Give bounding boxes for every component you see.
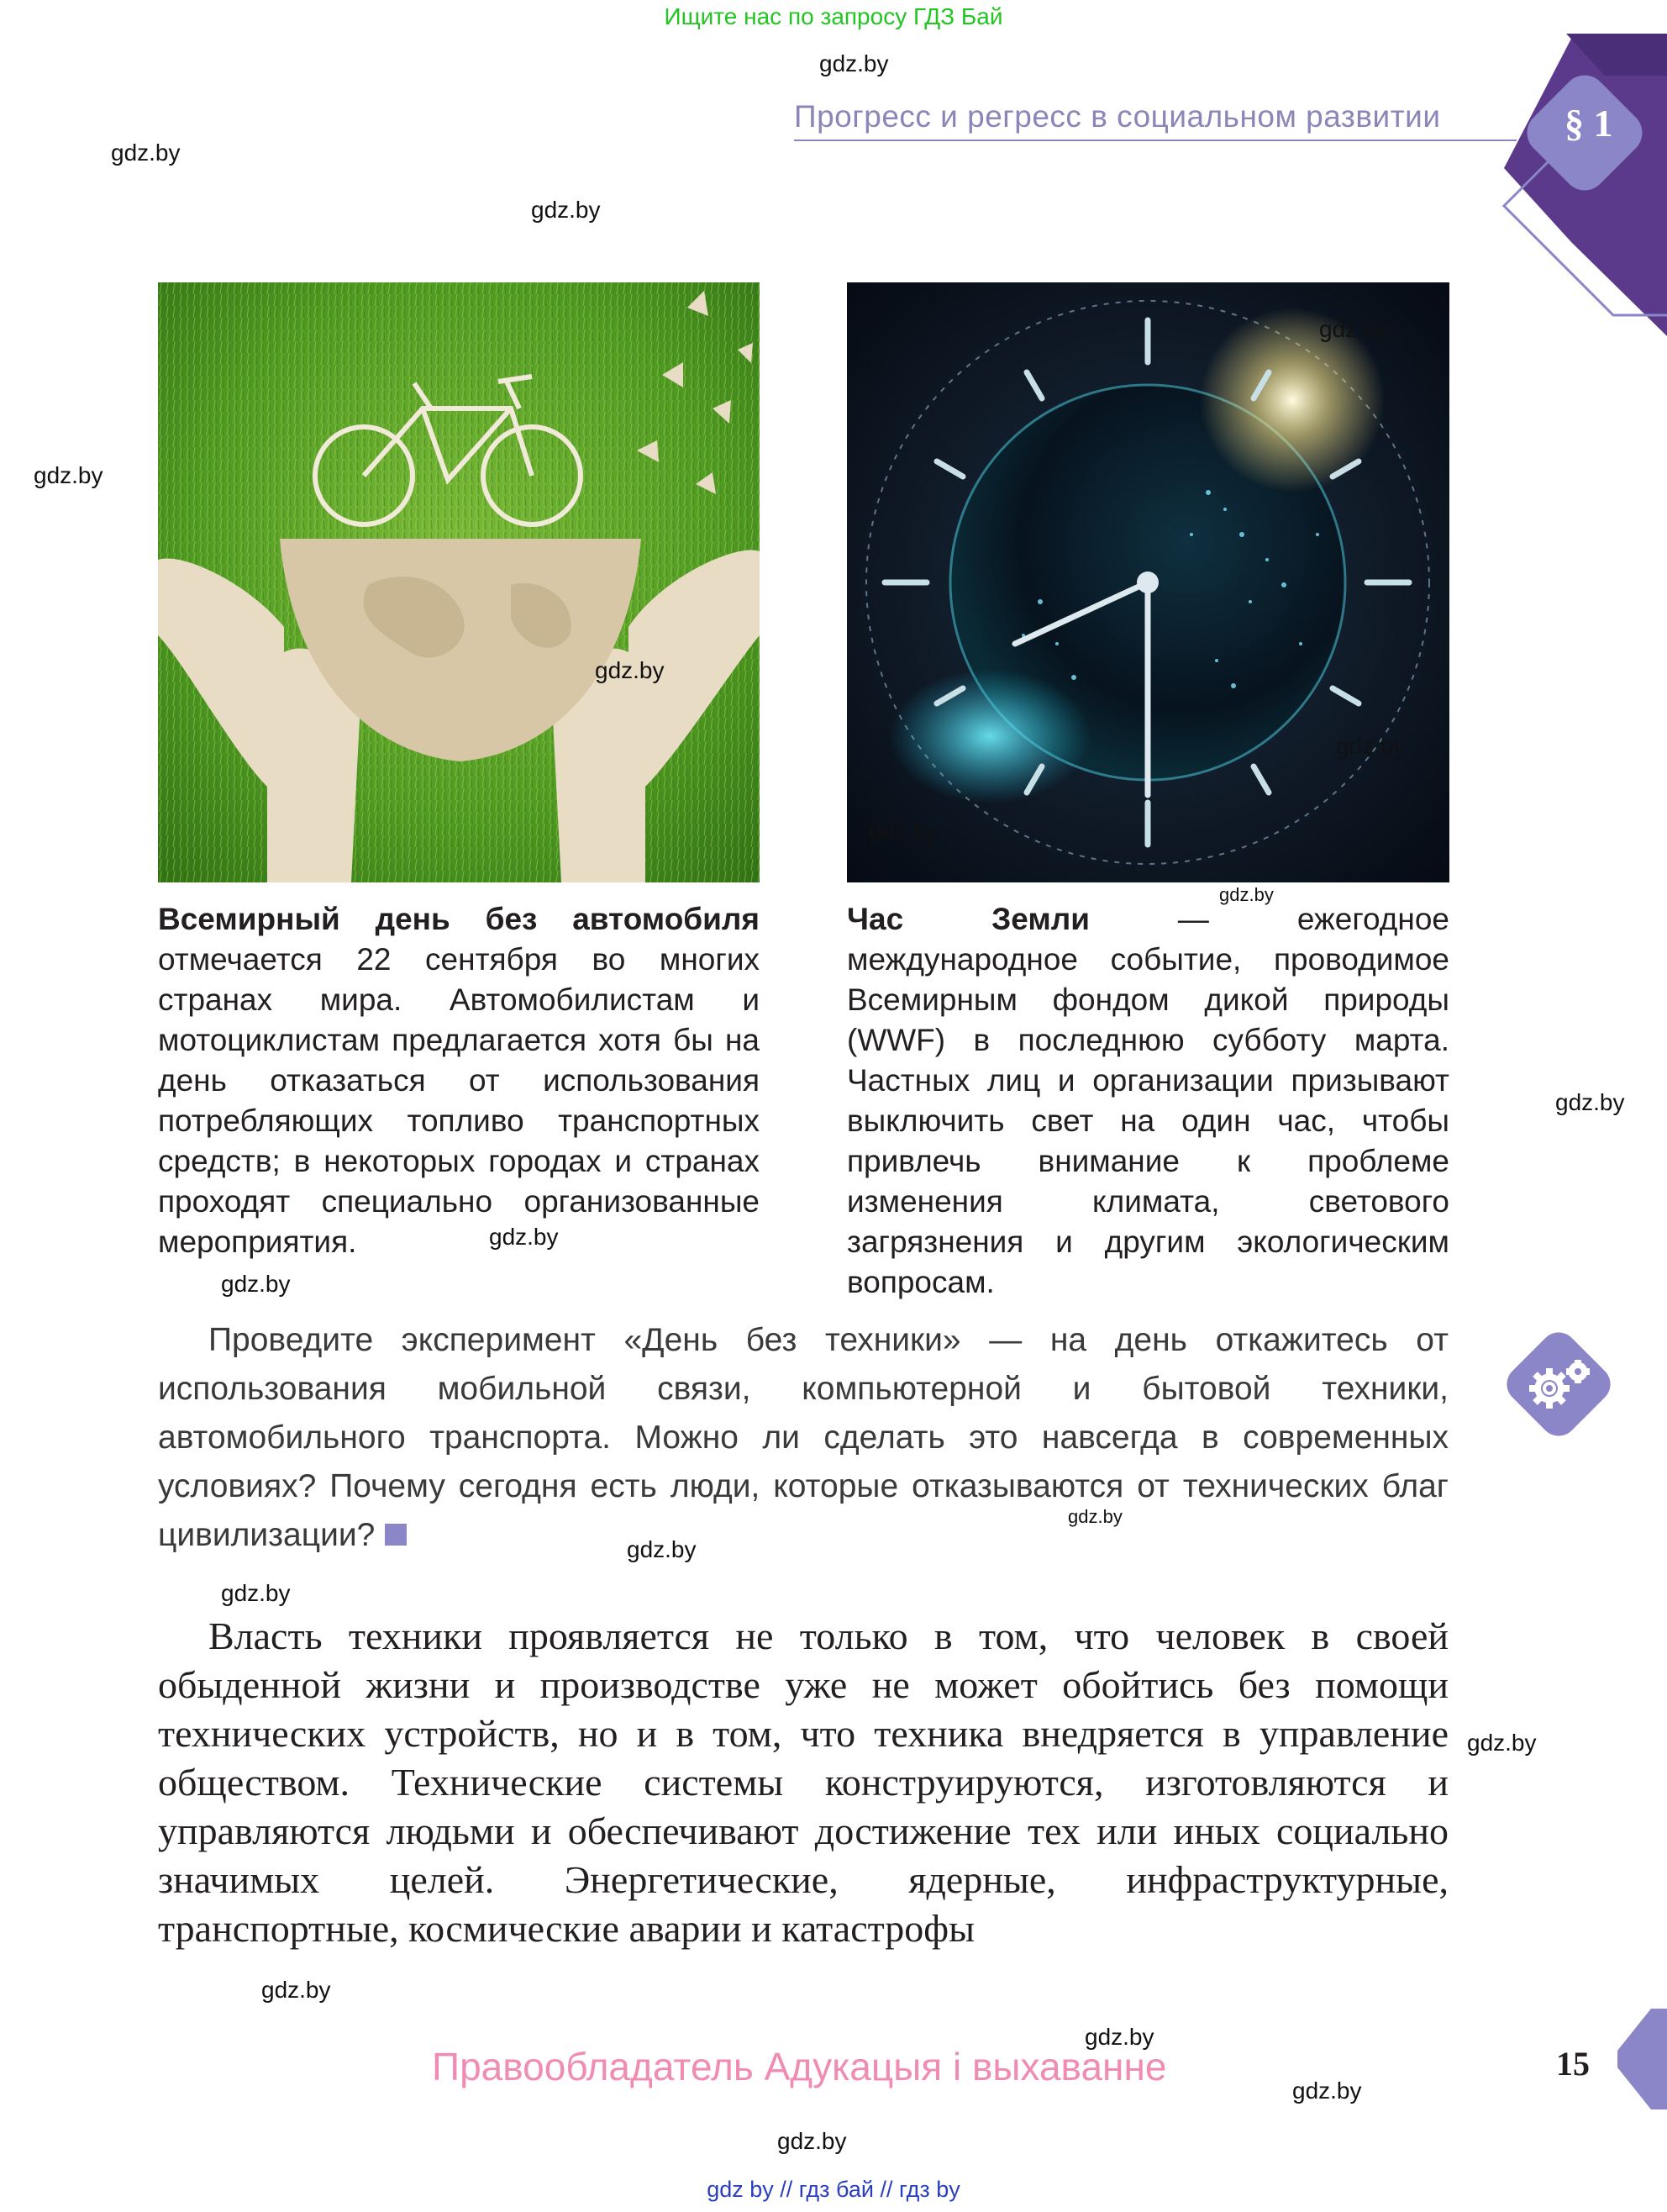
watermark: gdz.by	[1467, 1730, 1537, 1756]
watermark: gdz.by	[1085, 2024, 1154, 2050]
square-marker-icon	[385, 1524, 407, 1546]
caption-earth-hour	[847, 899, 1449, 1303]
page-tab-icon	[1617, 2009, 1667, 2109]
watermark: gdz.by	[261, 1977, 331, 2003]
running-head: Прогресс и регресс в социальном развитии	[794, 99, 1441, 134]
task-paragraph	[158, 1316, 1449, 1560]
watermark: gdz.by	[489, 1224, 559, 1250]
watermark: gdz.by	[531, 197, 601, 223]
watermark: gdz.by	[1555, 1089, 1625, 1115]
watermark: gdz.by	[869, 817, 939, 843]
watermark: gdz.by	[1292, 2078, 1362, 2104]
section-badge: § 1	[1564, 102, 1613, 145]
watermark: gdz.by	[777, 2128, 847, 2154]
watermark: gdz.by	[1219, 884, 1274, 905]
watermark: gdz.by	[221, 1271, 291, 1297]
watermark: gdz.by	[819, 50, 889, 76]
running-head-rule	[794, 140, 1517, 141]
caption-right-title: Час Земли	[847, 902, 1090, 936]
watermark: gdz.by	[627, 1536, 697, 1562]
watermark: gdz.by	[595, 657, 665, 683]
task-text: Проведите эксперимент «День без техники» — на день откажитесь от использования мобильной связи, компьютерной и бытовой техники, автомобильного транспорта. Можно ли сделать это навсегда в современных условиях? Почему сегодня есть люди, которые отказываются от технических благ цивилизации?	[158, 1322, 1449, 1553]
top-banner[interactable]: Ищите нас по запросу ГДЗ Бай	[664, 3, 1003, 29]
caption-left-title: Всемирный день без автомобиля	[158, 902, 760, 936]
page-number: 15	[1556, 2045, 1590, 2083]
photo-earth-hour	[847, 282, 1449, 882]
watermark: gdz.by	[34, 462, 103, 488]
photo-car-free-day	[158, 282, 760, 882]
watermark: gdz.by	[1319, 316, 1389, 342]
gears-icon	[1496, 1321, 1622, 1447]
footer-links[interactable]: gdz by // гдз бай // гдз by	[707, 2177, 960, 2202]
caption-left-text: отмечается 22 сентября во многих странах мира. Автомобилистам и мотоциклистам предлагается хотя бы на день отказаться от использования потребляющих топливо транспортных средств; в некоторых городах и странах проходят специально организованные мероприятия.	[158, 942, 760, 1259]
footer-copyright: Правообладатель Адукацыя і выхаванне	[432, 2045, 1167, 2088]
watermark: gdz.by	[1336, 733, 1406, 759]
corner-diamond-icon	[1479, 34, 1667, 336]
caption-car-free-day	[158, 899, 760, 1262]
watermark: gdz.by	[1068, 1506, 1123, 1527]
body-paragraph: Власть техники проявляется не только в том, что человек в своей обыденной жизни и производстве уже не может обойтись без помощи технических устройств, но и в том, что техника внедряется в управление обществом. Технические системы конструируются, изготовляются и управляются людьми и обеспечивают достижение тех или иных социально значимых целей. Энергетические, ядерные, инфраструктурные, транспортные, космические аварии и катастрофы	[158, 1614, 1449, 1950]
watermark: gdz.by	[111, 140, 181, 166]
caption-right-text: — ежегодное международное событие, проводимое Всемирным фондом дикой природы (WWF) в последнюю субботу марта. Частных лиц и организации призывают выключить свет на один час, чтобы привлечь внимание к проблеме изменения климата, светового загрязнения и другим экологическим вопросам.	[847, 902, 1449, 1299]
watermark: gdz.by	[221, 1580, 291, 1606]
